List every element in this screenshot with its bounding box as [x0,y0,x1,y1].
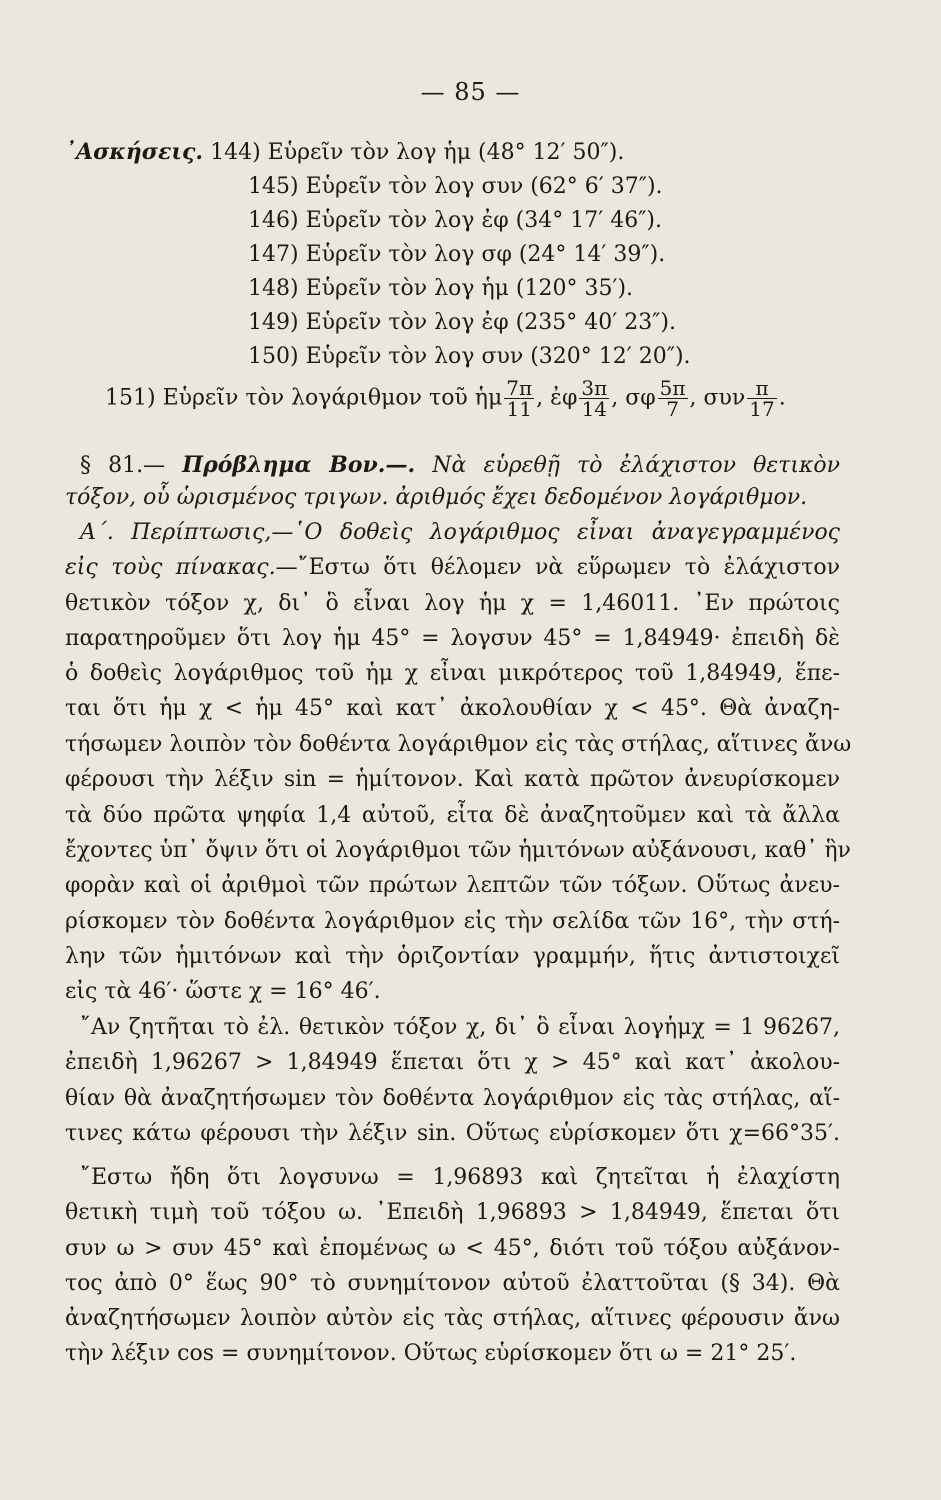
exercise-item: 144) Εὑρεῖν τὸν λογ ἡμ (48° 12′ 50″). [210,140,625,165]
text-line: τὰ δύο πρῶτα ψηφία 1,4 αὐτοῦ, εἶτα δὲ ἀναζητοῦμεν καὶ τὰ ἄλλα [65,803,840,828]
exercise-item: 145) Εὑρεῖν τὸν λογ συν (62° 6′ 37″). [248,174,663,199]
page-number: — 85 — [420,78,521,106]
text-line: ται ὅτι ἡμ χ < ἡμ 45° καὶ κατ᾽ ἀκολουθίαν χ < 45°. Θὰ ἀναζη- [65,696,840,721]
text-line: λην τῶν ἡμιτόνων καὶ τὴν ὁριζοντίαν γραμμήν, ἥτις ἀντιστοιχεῖ [65,944,840,969]
exercise-151-lead: 151) Εὑρεῖν τὸν λογάριθμον τοῦ ἡμ [105,385,503,411]
text-line: φέρουσι τὴν λέξιν sin = ἡμίτονον. Καὶ κατὰ πρῶτον ἀνευρίσκομεν [65,767,840,792]
text-line: παρατηροῦμεν ὅτι λογ ἡμ 45° = λογσυν 45° = 1,84949· ἐπειδὴ δὲ [65,626,840,651]
text-line: ἐπειδὴ 1,96267 > 1,84949 ἕπεται ὅτι χ > 45° καὶ κατ᾽ ἀκολου- [65,1050,840,1075]
text-line: τὴν λέξιν cos = συνημίτονον. Οὕτως εὑρίσκομεν ὅτι ω = 21° 25′. [65,1341,797,1366]
exercise-item: 150) Εὑρεῖν τὸν λογ συν (320° 12′ 20″). [248,344,691,369]
exercise-item-151: 151) Εὑρεῖν τὸν λογάριθμον τοῦ ἡμ $\frac{7\pi}{11}$ , ἐφ $\frac{3\pi}{14}$ , σφ $\frac{5\pi}{7}$ , συν $\frac{\pi}{17}$ . [105,376,786,421]
fraction: $\frac{5\pi}{7}$ [659,376,686,421]
text-line: φορὰν καὶ οἱ ἀριθμοὶ τῶν πρώτων λεπτῶν τῶν τόξων. Οὕτως ἀνευ- [65,873,840,898]
section-title: Πρόβλημα Βον.—. [182,452,416,478]
text-line: εἰς τὰ 46′· ὥστε χ = 16° 46′. [65,979,381,1004]
text-line: Α΄. Περίπτωσις,—῾Ο δοθεὶς λογάριθμος εἶναι ἀναγεγραμμένος [80,520,841,545]
problem-statement: τόξον, οὗ ὡρισμένος τριγων. ἀριθμός ἔχει δεδομένον λογάριθμον. [65,485,808,510]
fraction: $\frac{3\pi}{14}$ [581,376,608,421]
text-line: θετικὸν τόξον χ, δι᾽ ὃ εἶναι λογ ἡμ χ = 1,46011. ᾽Εν πρώτοις [65,591,840,616]
text-line: εἰς τοὺς πίνακας.—῎Εστω ὅτι θέλομεν νὰ εὕρωμεν τὸ ἐλάχιστον [65,555,840,580]
exercises-heading: ᾽Ασκήσεις. [65,139,204,165]
text-line: ρίσκομεν τὸν δοθέντα λογάριθμον εἰς τὴν σελίδα τῶν 16°, τὴν στή- [65,909,840,934]
text-line: ῎Αν ζητῆται τὸ ἐλ. θετικὸν τόξον χ, δι᾽ ὃ εἶναι λογἡμχ = 1 96267, [80,1015,840,1040]
exercise-item: 149) Εὑρεῖν τὸν λογ ἐφ (235° 40′ 23″). [248,310,676,335]
case-label: Α΄. Περίπτωσις, [80,520,272,545]
text-line: συν ω > συν 45° καὶ ἑπομένως ω < 45°, διότι τοῦ τόξου αὐξάνον- [65,1236,840,1261]
text-line: θίαν θὰ ἀναζητήσωμεν τὸν δοθέντα λογάριθμον εἰς τὰς στήλας, αἵ- [65,1086,840,1111]
text-line: τος ἀπὸ 0° ἕως 90° τὸ συνημίτονον αὐτοῦ ἐλαττοῦται (§ 34). Θὰ [65,1271,840,1296]
exercise-line [65,139,624,166]
text-line: ἔχοντες ὑπ᾽ ὄψιν ὅτι οἱ λογάριθμοι τῶν ἡμιτόνων αὐξάνουσι, καθ᾽ ἣν [65,838,851,863]
exercise-item: 147) Εὑρεῖν τὸν λογ σφ (24° 14′ 39″). [248,242,666,267]
section-number: § 81.— [80,453,166,478]
text-line: ὁ δοθεὶς λογάριθμος τοῦ ἡμ χ εἶναι μικρότερος τοῦ 1,84949, ἕπε- [65,661,840,686]
text-line: τήσωμεν λοιπὸν τὸν δοθέντα λογάριθμον εἰς τὰς στήλας, αἵτινες ἄνω [65,732,852,757]
text-line: ῎Εστω ἤδη ὅτι λογσυνω = 1,96893 καὶ ζητεῖται ἡ ἐλαχίστη [80,1165,840,1190]
problem-statement: Νὰ εὑρεθῇ τὸ ἐλάχιστον θετικὸν [432,453,841,478]
exercise-item: 148) Εὑρεῖν τὸν λογ ἡμ (120° 35′). [248,276,634,301]
text-line: ἀναζητήσωμεν λοιπὸν αὐτὸν εἰς τὰς στήλας, αἵτινες φέρουσιν ἄνω [65,1306,840,1331]
text-line: θετικὴ τιμὴ τοῦ τόξου ω. ᾽Επειδὴ 1,96893 > 1,84949, ἕπεται ὅτι [65,1200,840,1225]
exercise-item: 146) Εὑρεῖν τὸν λογ ἐφ (34° 17′ 46″). [248,208,662,233]
fraction: $\frac{7\pi}{11}$ [506,376,533,421]
fraction: $\frac{\pi}{17}$ [749,376,775,421]
text-line: τινες κάτω φέρουσι τὴν λέξιν sin. Οὕτως εὑρίσκομεν ὅτι χ=66°35′. [65,1121,840,1146]
section-heading [80,452,840,479]
